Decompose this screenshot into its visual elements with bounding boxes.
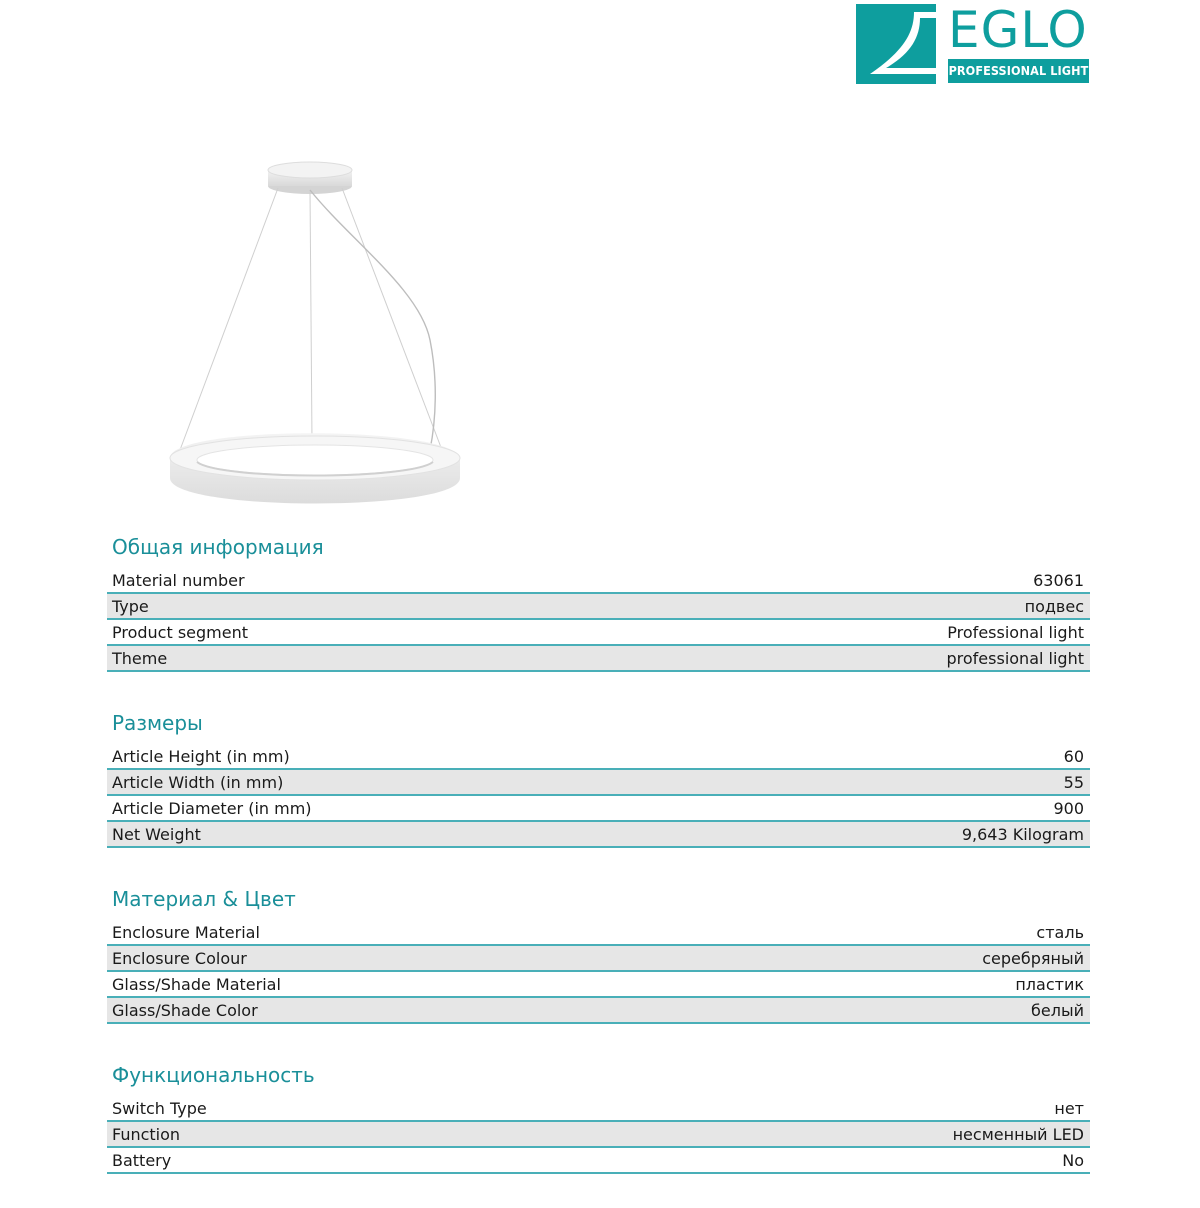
spec-table (107, 920, 1090, 1024)
pendant-ring-lamp-icon (160, 150, 470, 510)
table-row (107, 1122, 1090, 1148)
row-value: 55 (1063, 772, 1084, 792)
row-label: Material number (112, 570, 245, 590)
row-value: пластик (1015, 974, 1084, 994)
row-value: 9,643 Kilogram (961, 824, 1084, 844)
section-dimensions (107, 706, 1090, 848)
table-row (107, 770, 1090, 796)
eglo-logo-mark-icon (856, 4, 936, 84)
section-functionality (107, 1058, 1090, 1174)
table-row (107, 946, 1090, 972)
row-value: сталь (1036, 922, 1084, 942)
row-label: Switch Type (112, 1098, 207, 1118)
table-row (107, 920, 1090, 946)
row-label: Enclosure Colour (112, 948, 247, 968)
section-title: Размеры (112, 711, 203, 735)
table-row (107, 620, 1090, 646)
row-value: белый (1031, 1000, 1084, 1020)
row-value: Professional light (947, 622, 1084, 642)
row-label: Article Width (in mm) (112, 772, 284, 792)
row-label: Net Weight (112, 824, 201, 844)
section-title: Функциональность (112, 1063, 315, 1087)
row-value: подвес (1024, 596, 1084, 616)
section-general (107, 530, 1090, 672)
row-label: Article Diameter (in mm) (112, 798, 312, 818)
row-value: 63061 (1033, 570, 1084, 590)
row-value: 60 (1063, 746, 1084, 766)
row-label: Article Height (in mm) (112, 746, 290, 766)
row-label: Glass/Shade Color (112, 1000, 258, 1020)
section-title: Материал & Цвет (112, 887, 296, 911)
row-label: Battery (112, 1150, 172, 1170)
table-row (107, 972, 1090, 998)
spec-table (107, 744, 1090, 848)
spec-table (107, 1096, 1090, 1174)
table-row (107, 1096, 1090, 1122)
row-value: несменный LED (952, 1124, 1084, 1144)
row-value: professional light (946, 648, 1084, 668)
table-row (107, 822, 1090, 848)
table-row (107, 998, 1090, 1024)
row-label: Type (112, 596, 149, 616)
row-label: Enclosure Material (112, 922, 260, 942)
table-row (107, 744, 1090, 770)
table-row (107, 1148, 1090, 1174)
logo-tagline: PROFESSIONAL LIGHT (948, 59, 1089, 83)
table-row (107, 594, 1090, 620)
row-label: Glass/Shade Material (112, 974, 281, 994)
section-material-colour (107, 882, 1090, 1024)
section-title: Общая информация (112, 535, 324, 559)
table-row (107, 568, 1090, 594)
eglo-logo (856, 1, 1092, 84)
row-label: Product segment (112, 622, 249, 642)
row-value: No (1062, 1150, 1084, 1170)
row-value: 900 (1053, 798, 1084, 818)
table-row (107, 646, 1090, 672)
row-label: Function (112, 1124, 181, 1144)
row-label: Theme (112, 648, 168, 668)
logo-wordmark: EGLO (948, 1, 1088, 59)
row-value: нет (1054, 1098, 1084, 1118)
table-row (107, 796, 1090, 822)
spec-table (107, 568, 1090, 672)
specifications (107, 530, 1090, 1208)
row-value: серебряный (982, 948, 1084, 968)
